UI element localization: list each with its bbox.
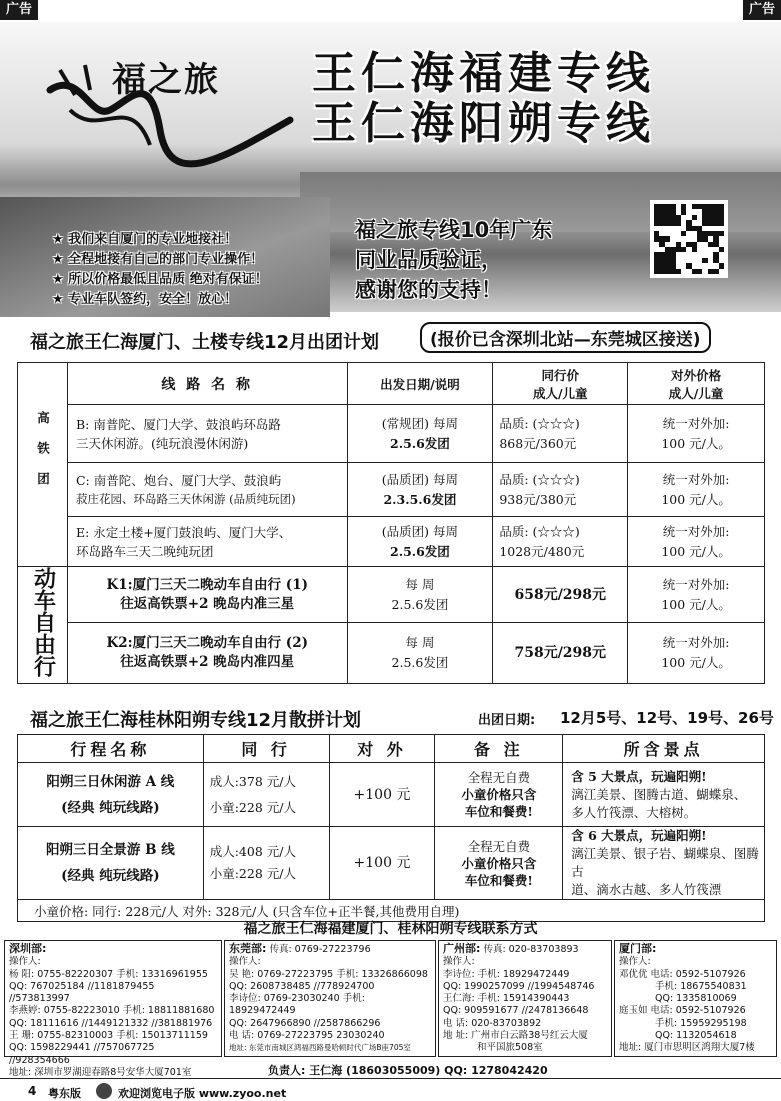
table-header: 行程名称 同 行 对 外 备 注 所含景点 [18,735,765,763]
xiamen-table [17,362,765,684]
col-outside: 对外价格 成人/儿童 [628,363,765,405]
bullet-2: ★ 全程地接有自己的部门专业操作！ [52,252,264,267]
table-row: 动车自由行 K1:厦门三天二晚动车自由行 (1) 往返高铁票+2 晚岛内准三星 每 周 2.5.6发团 658元/298元 统一对外加: 100 元/人。 [18,567,765,623]
logo-text: 福之旅 [112,60,220,100]
section2-title: 福之旅王仁海桂林阳朔专线12月散拼计划 [30,710,362,731]
title-fujian: 王仁海福建专线 [312,48,655,99]
section1-title: 福之旅王仁海厦门、土楼专线12月出团计划 [30,332,380,353]
table-row: 阳朔三日休闲游 A 线 (经典 纯玩线路) 成人:378 元/人 小童:228 元/人 +100 元 全程无自费 小童价格只含 车位和餐费! 含 5 大景点，玩遍阳朔! 漓江美景、图腾古道、蝴蝶泉、 多人竹筏漂、大榕树。 [18,763,765,827]
table-row: 阳朔三日全景游 B 线 (经典 纯玩线路) 成人:408 元/人 小童:228 元/人 +100 元 全程无自费 小童价格只含 车位和餐费! 含 6 大景点，玩遍阳朔! 漓江美景、银子岩、蝴蝶泉、图腾古 道、滴水古越、多人竹筏漂 [18,827,765,900]
website: 欢迎浏览电子版 www.zyoo.net [118,1087,287,1100]
tagline-2: 同业品质验证， [355,248,502,272]
ad-tag-left: 广告 [0,0,38,20]
table-row: K2:厦门三天二晚动车自由行 (2) 往返高铁票+2 晚岛内准四星 每 周 2.5.6发团 758元/298元 统一对外加: 100 元/人。 [18,623,765,684]
edition: 粤东版 [48,1087,81,1100]
departure-dates: 12月5号、12号、19号、26号 [560,709,774,727]
tagline-3: 感谢您的支持！ [355,278,502,302]
guilin-table [17,734,765,922]
group-hsr: 高铁团 [18,363,68,567]
qr-code-icon [650,200,728,278]
contact-xiamen: 厦门部: 操作人: 邓优优 电话: 0592-5107926 手机: 18675540831 QQ: 1335810069 庭玉如 电话: 0592-5107926 手机: 15959295198 QQ: 1132054618 地址: 厦门市思明区鸿翔大厦7楼 [614,940,777,1057]
contact-guangzhou: 广州部: 传真: 020-83703893 操作人: 李诗位: 手机: 18929472449 QQ: 1990257099 //1994548746 王仁海: 手机: 15914390443 QQ: 909591677 //2478136648 电 话: 020-83703892 地 址: 广州市白云路38号红云大厦 和平国旅508室 [438,940,612,1057]
contact-dongguan: 东莞部: 传真: 0769-27223796 操作人: 吴 艳: 0769-27223795 手机: 13326866098 QQ: 2608738485 //778924700 李诗位: 0769-23030240 手机: 18929472449 QQ: 2647966890 //2587866296 电 话: 0769-27223795 23030240 地址: 东莞市南城区鸿福西路曼哈顿时代广场B座705室 [224,940,436,1057]
page-number: 4 [28,1084,37,1098]
hero-banner [0,22,781,312]
col-peer: 同行价 成人/儿童 [493,363,628,405]
table-row: C: 南普陀、炮台、厦门大学、鼓浪屿 菽庄花园、环岛路三天休闲游 (品质纯玩团) (品质团) 每周 2.3.5.6发团 品质: (☆☆☆) 938元/380元 统一对外加: 100 元/人。 [18,463,765,517]
col-route: 线 路 名 称 [67,363,347,405]
child-price-row: 小童价格: 同行: 228元/人 对外: 328元/人 (只含车位+正半餐,其他费用自理) [18,900,765,922]
table-row: E: 永定土楼+厦门鼓浪屿、厦门大学、 环岛路车三天二晚纯玩团 (品质团) 每周 2.5.6发团 品质: (☆☆☆) 1028元/480元 统一对外加: 100 元/人。 [18,517,765,567]
col-date: 出发日期/说明 [347,363,493,405]
contact-shenzhen: 深圳部: 操作人: 杨 阳: 0755-82220307 手机: 13316961955 QQ: 767025184 //1181879455 //573813997 李燕婷: 0755-82223010 手机: 18811881680 QQ: 18111616 //1449121332 //381881976 王 珊: 0755-82310003 手机: 15013711159 QQ: 1598229441 //757067725 //928354666 地址: 深圳市罗湖迎春路8号安华大厦701室 [4,940,222,1057]
group-emu: 动车自由行 [18,567,68,684]
title-yangshuo: 王仁海阳朔专线 [312,98,655,149]
bullet-1: ★ 我们来自厦门的专业地接社！ [52,232,238,247]
table-header [18,363,765,405]
table-row: B: 南普陀、厦门大学、鼓浪屿环岛路 三天休闲游。(纯玩浪漫休闲游) (常规团) 每周 2.5.6发团 品质: (☆☆☆) 868元/360元 统一对外加: 100 元/人。 [18,405,765,463]
dates-label: 出团日期: [478,713,536,728]
magazine-logo-icon [96,1083,112,1099]
bullet-3: ★ 所以价格最低且品质 绝对有保证！ [52,272,268,287]
contacts-title: 福之旅王仁海福建厦门、桂林阳朔专线联系方式 [243,921,538,937]
tagline-1: 福之旅专线10年广东 [355,218,553,242]
section1-badge: (报价已含深圳北站—东莞城区接送) [420,322,711,353]
responsible-person: 负责人: 王仁海 (18603055009) QQ: 1278042420 [268,1064,548,1077]
ad-tag-right: 广告 [743,0,781,20]
bullet-4: ★ 专业车队签约，安全！放心！ [52,292,238,307]
